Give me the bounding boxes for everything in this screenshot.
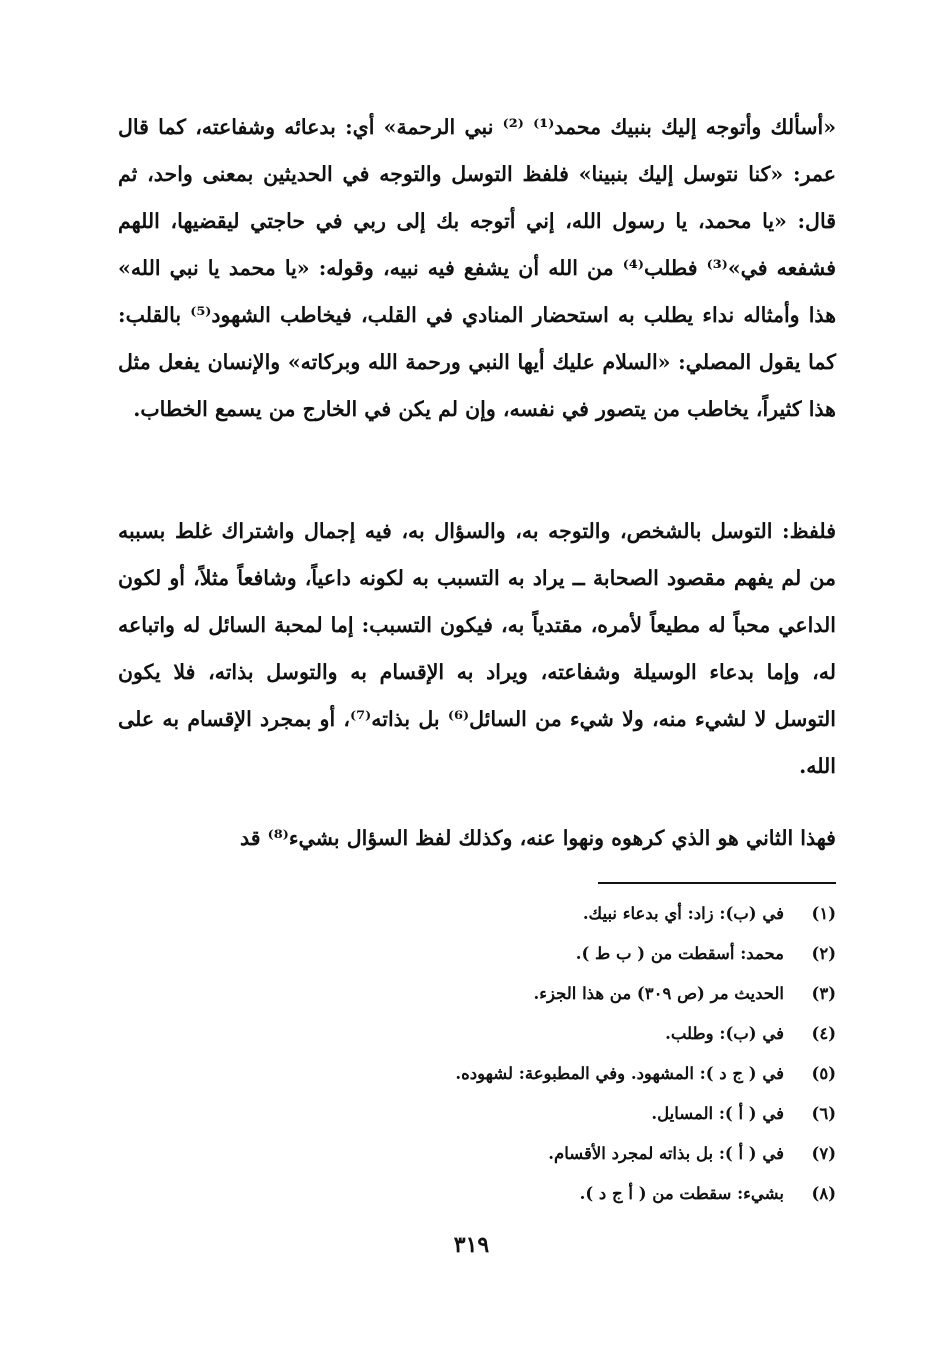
line: في نفسه، وإن لم يكن في الخارج من يسمع الخطاب. — [133, 397, 589, 421]
footnote-text: بشيء: سقطت من ( أ ج د ). — [579, 1184, 784, 1203]
footnote-text: الحديث مر (ص ٣٠٩) من هذا الجزء. — [533, 984, 784, 1003]
footnote-text: في (ب): زاد: أي بدعاء نبيك. — [582, 904, 784, 923]
footnote-number: (٧) — [811, 1144, 836, 1163]
footnote-number: (٥) — [811, 1064, 836, 1083]
line: غلط بسببه من لم يفهم مقصود الصحابة ــ يراد به التسبب به لكونه داعياً، — [118, 519, 837, 590]
line: فهذا الثاني هو الذي كرهوه ونهوا عنه، وكذلك لفظ السؤال بشيء⁽⁸⁾ قد — [239, 826, 836, 850]
line: «أسألك وأتوجه إليك بنبيك محمد⁽¹⁾ ⁽²⁾ نبي الرحمة» أي: بدعائه وشفاعته، — [195, 115, 837, 139]
line: بذاته⁽⁷⁾، أو بمجرد الإقسام به على الله. — [118, 707, 836, 778]
footnote-number: (٤) — [811, 1024, 836, 1043]
footnote-item — [300, 1014, 836, 1054]
footnote-text: في ( أ ): بل بذاته لمجرد الأقسام. — [548, 1144, 784, 1163]
footnote-text: في ( أ ): المسايل. — [651, 1104, 784, 1123]
footnote-item — [300, 894, 836, 934]
line: بمعنى واحد، ثم قال: «يا محمد، يا رسول الله، إني أتوجه بك إلى ربي في — [118, 162, 836, 233]
footnote-item — [300, 1134, 836, 1174]
line: فلفظ: التوسل بالشخص، والتوجه به، والسؤال به، فيه إجمال واشتراك — [221, 519, 836, 543]
line: إما لمحبة السائل له واتباعه له، وإما بدعاء الوسيلة وشفاعته، ويراد به الإقسام — [118, 613, 837, 684]
footnote-item — [300, 1054, 836, 1094]
footnote-number: (٣) — [811, 984, 836, 1003]
page-number: ٣١٩ — [453, 1232, 490, 1258]
footnote-number: (٦) — [811, 1104, 836, 1123]
footnote-item — [300, 974, 836, 1014]
line: القلب، فيخاطب الشهود⁽⁵⁾ بالقلب: كما يقول المصلي: «السلام عليك أيها — [118, 303, 836, 374]
footnote-item — [300, 1174, 836, 1214]
paragraph-1 — [118, 104, 836, 433]
footnotes — [300, 894, 836, 1214]
footnote-number: (٨) — [811, 1184, 836, 1203]
footnote-item — [300, 934, 836, 974]
line: وشافعاً مثلاً، أو لكون الداعي محباً له مطيعاً لأمره، مقتدياً به، فيكون التسبب: — [118, 566, 836, 637]
line: حاجتي ليقضيها، اللهم فشفعه في»⁽³⁾ فطلب⁽⁴⁾ من الله أن يشفع فيه نبيه، — [118, 209, 837, 280]
footnote-number: (١) — [811, 904, 836, 923]
footnote-number: (٢) — [811, 944, 836, 963]
line: كما قال عمر: «كنا نتوسل إليك بنبينا» فلفظ التوسل والتوجه في الحديثين — [118, 115, 836, 186]
footnote-text: محمد: أسقطت من ( ب ط ). — [575, 944, 784, 963]
footnote-text: في (ب): وطلب. — [665, 1024, 784, 1043]
footnote-divider — [598, 882, 836, 884]
paragraph-2 — [118, 508, 836, 790]
line: النبي ورحمة الله وبركاته» والإنسان يفعل مثل هذا كثيراً، يخاطب من يتصور — [118, 350, 836, 421]
line: وقوله: «يا محمد يا نبي الله» هذا وأمثاله نداء يطلب به استحضار المنادي في — [118, 256, 837, 327]
line: به والتوسل بذاته، فلا يكون التوسل لا لشيء منه، ولا شيء من السائل⁽⁶⁾ بل — [118, 660, 836, 731]
paragraph-3 — [118, 815, 836, 862]
footnote-item — [300, 1094, 836, 1134]
footnote-text: في ( ج د ): المشهود. وفي المطبوعة: لشهوده. — [455, 1064, 784, 1083]
